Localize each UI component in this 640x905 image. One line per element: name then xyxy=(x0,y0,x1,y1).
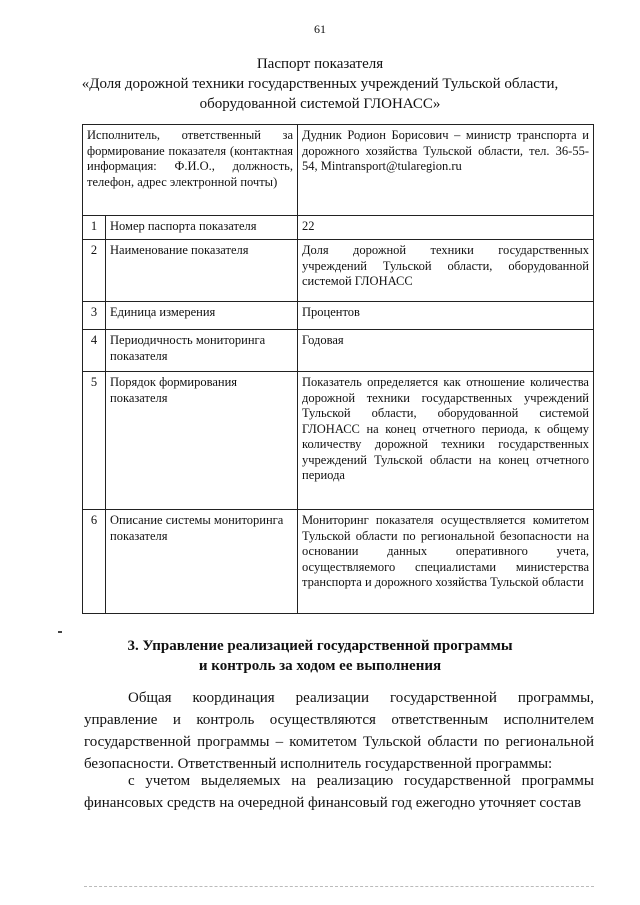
section-heading-line-1: 3. Управление реализацией государственной программы xyxy=(127,638,513,654)
page-number: 61 xyxy=(314,22,326,36)
row-number: 4 xyxy=(83,330,106,372)
page-bottom-artifact xyxy=(84,886,594,887)
margin-mark xyxy=(58,631,62,633)
row-value: Процентов xyxy=(298,302,594,330)
row-number: 6 xyxy=(83,510,106,614)
row-number: 5 xyxy=(83,372,106,510)
row-value: Годовая xyxy=(298,330,594,372)
row-number: 3 xyxy=(83,302,106,330)
table-row-header xyxy=(83,125,594,216)
row-value: Показатель определяется как отношение количества дорожной техники государственных учреждений Тульской области, оборудованной системой ГЛОНАСС на конец отчетного периода, к общему количеству дорожной техники государственных учреждений Тульской области на конец отчетного периода xyxy=(298,372,594,510)
row-value: Доля дорожной техники государственных учреждений Тульской области, оборудованной системой ГЛОНАСС xyxy=(298,240,594,302)
row-label: Наименование показателя xyxy=(106,240,298,302)
paragraph: Общая координация реализации государственной программы, управление и контроль осуществляются ответственным исполнителем государственной программы – комитетом Тульской области по региональной безопасности. Ответственный исполнитель государственной программы: xyxy=(84,690,594,772)
row-label: Периодичность мониторинга показателя xyxy=(106,330,298,372)
row-label: Порядок формирования показателя xyxy=(106,372,298,510)
paragraph: с учетом выделяемых на реализацию государственной программы финансовых средств на очередной финансовый год ежегодно уточняет состав xyxy=(84,773,594,811)
row-label: Описание системы мониторинга показателя xyxy=(106,510,298,614)
section-heading-line-2: и контроль за ходом ее выполнения xyxy=(198,658,442,674)
executor-label-cell: Исполнитель, ответственный за формирование показателя (контактная информация: Ф.И.О., должность, телефон, адрес электронной почты) xyxy=(83,125,298,216)
title-line-2: «Доля дорожной техники государственных учреждений Тульской области, xyxy=(81,76,559,92)
executor-value-cell: Дудник Родион Борисович – министр транспорта и дорожного хозяйства Тульской области, тел. 36-55-54, Mintransport@tularegion.ru xyxy=(298,125,594,216)
row-label: Единица измерения xyxy=(106,302,298,330)
table-row xyxy=(83,372,594,510)
title-line-3: оборудованной системой ГЛОНАСС» xyxy=(199,96,441,112)
table-row xyxy=(83,240,594,302)
row-number: 1 xyxy=(83,216,106,240)
row-number: 2 xyxy=(83,240,106,302)
row-value: 22 xyxy=(298,216,594,240)
row-value: Мониторинг показателя осуществляется комитетом Тульской области по региональной безопасности на основании данных оперативного учета, осуществляемого специалистами министерства транспорта и дорожного хозяйства Тульской области xyxy=(298,510,594,614)
row-label: Номер паспорта показателя xyxy=(106,216,298,240)
table-row xyxy=(83,330,594,372)
passport-title xyxy=(60,54,580,114)
section-heading xyxy=(60,636,580,676)
table-row xyxy=(83,510,594,614)
title-line-1: Паспорт показателя xyxy=(256,56,384,72)
passport-table xyxy=(82,124,594,614)
table-row xyxy=(83,302,594,330)
table-row xyxy=(83,216,594,240)
